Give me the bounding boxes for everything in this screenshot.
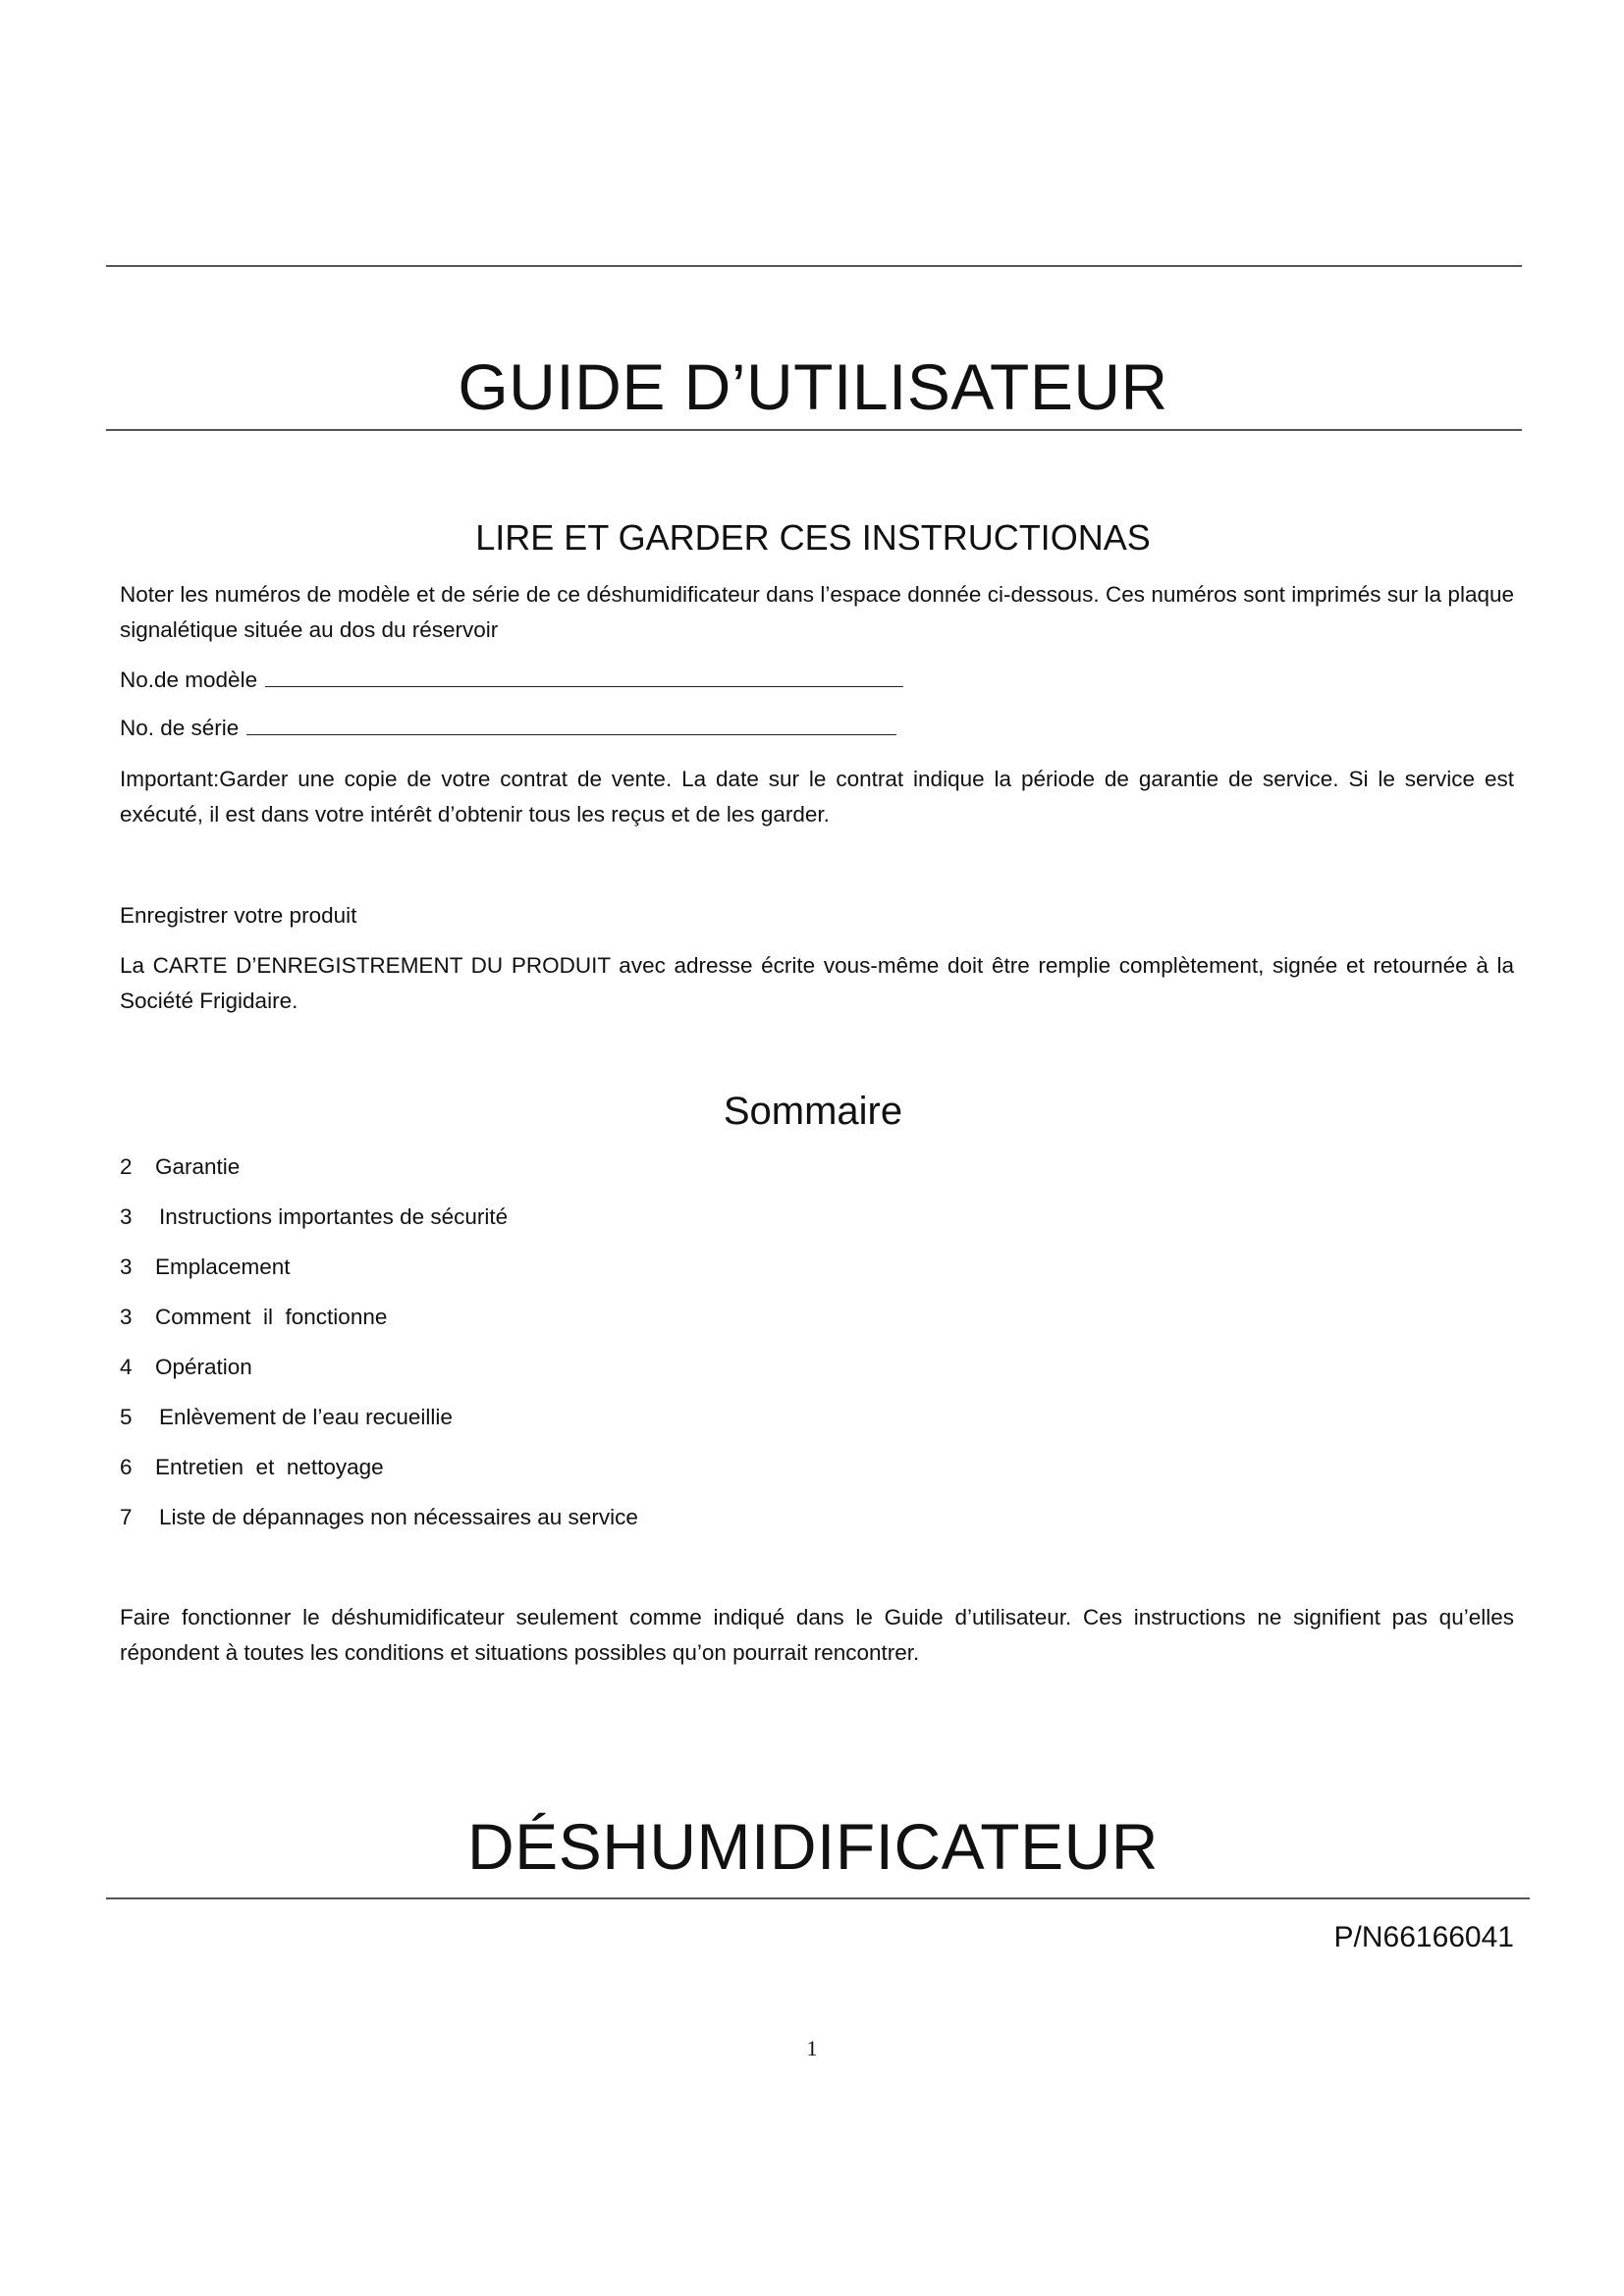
- model-number-blank: [265, 668, 903, 687]
- toc-label: Comment il fonctionne: [155, 1305, 388, 1329]
- toc-label: Opération: [155, 1355, 252, 1379]
- page-title: GUIDE D’UTILISATEUR: [458, 350, 1168, 423]
- serial-number-blank: [246, 717, 896, 735]
- page-number: 1: [806, 2036, 818, 2060]
- toc-item: [120, 1154, 240, 1180]
- title-underline: [106, 429, 1522, 431]
- toc-page: 2: [120, 1154, 133, 1179]
- product-title-underline: [106, 1897, 1530, 1899]
- toc-label: Enlèvement de l’eau recueillie: [159, 1405, 453, 1429]
- instructions-heading: LIRE ET GARDER CES INSTRUCTIONAS: [475, 517, 1151, 558]
- top-rule: [106, 265, 1522, 267]
- toc-label: Instructions importantes de sécurité: [159, 1204, 509, 1229]
- toc-label: Entretien et nettoyage: [155, 1455, 384, 1479]
- register-paragraph: La CARTE D’ENREGISTREMENT DU PRODUIT avec adresse écrite vous-même doit être remplie complètement, signée et retournée à la Société Frigidaire.: [120, 953, 1514, 1013]
- toc-item: [120, 1405, 453, 1430]
- register-heading: Enregistrer votre produit: [120, 903, 357, 928]
- product-title: DÉSHUMIDIFICATEUR: [467, 1810, 1159, 1883]
- toc-page: 3: [120, 1255, 133, 1279]
- toc-item: [120, 1204, 508, 1230]
- toc-page: 3: [120, 1305, 133, 1329]
- toc-page: 4: [120, 1355, 133, 1379]
- serial-number-field: [120, 716, 896, 741]
- toc-page: 6: [120, 1455, 133, 1479]
- toc-label: Emplacement: [155, 1255, 291, 1279]
- serial-number-label: No. de série: [120, 716, 240, 740]
- toc-page: 5: [120, 1405, 133, 1429]
- model-number-label: No.de modèle: [120, 667, 258, 692]
- toc-item: [120, 1505, 638, 1530]
- model-number-field: [120, 667, 903, 693]
- toc-item: [120, 1305, 387, 1330]
- summary-heading: Sommaire: [723, 1090, 903, 1133]
- toc-item: [120, 1355, 252, 1380]
- toc-item: [120, 1255, 291, 1280]
- toc-page: 7: [120, 1505, 133, 1529]
- important-paragraph: Important:Garder une copie de votre contrat de vente. La date sur le contrat indique la période de garantie de service. Si le service est exécuté, il est dans votre intérêt d’obtenir tous les reçus et de les garder.: [120, 767, 1514, 827]
- toc-item: [120, 1455, 384, 1480]
- toc-label: Liste de dépannages non nécessaires au service: [159, 1505, 638, 1529]
- toc-label: Garantie: [155, 1154, 241, 1179]
- usage-note-paragraph: Faire fonctionner le déshumidificateur seulement comme indiqué dans le Guide d’utilisateur. Ces instructions ne signifient pas qu’elles répondent à toutes les conditions et situations possibles qu’on pourrait rencontrer.: [120, 1605, 1514, 1665]
- toc-page: 3: [120, 1204, 133, 1229]
- intro-paragraph: Noter les numéros de modèle et de série de ce déshumidificateur dans l’espace donnée ci-dessous. Ces numéros sont imprimés sur la plaque signalétique située au dos du réservoir: [120, 582, 1514, 642]
- part-number: P/N66166041: [1333, 1921, 1514, 1953]
